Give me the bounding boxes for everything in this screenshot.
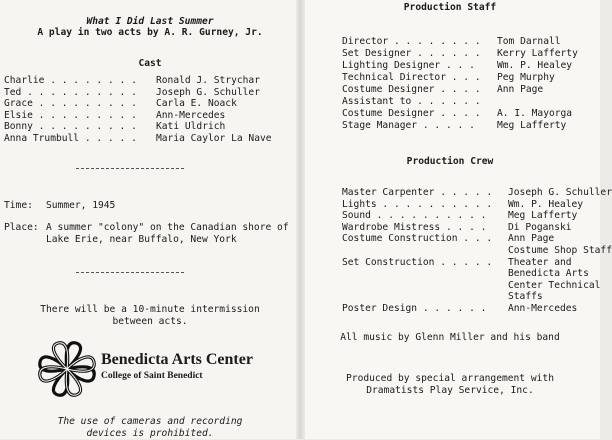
crew-row-value: Di Poganski (508, 221, 572, 233)
cast-heading: Cast (138, 58, 162, 69)
intermission-line-2: between acts. (112, 316, 188, 327)
right-page (300, 0, 612, 439)
staff-row-value: Wm. P. Healey (497, 60, 573, 71)
cast-row-role: Elsie . . . . . . . . . (4, 109, 143, 121)
staff-row-value: A. I. Mayorga (497, 108, 573, 119)
play-subtitle: A play in two acts by A. R. Gurney, Jr. (37, 27, 263, 38)
staff-row-role: Costume Designer . . . . (342, 84, 487, 95)
time-label: Time: (4, 200, 33, 211)
crew-row-value: Theater and (508, 256, 572, 268)
staff-row-value: Ann Page (497, 84, 544, 95)
intermission-line-1: There will be a 10-minute intermission (40, 304, 260, 315)
staff-heading: Production Staff (403, 2, 497, 13)
cast-row-value: Maria Caylor La Nave (156, 132, 272, 144)
staff-row-value: Meg Lafferty (497, 120, 567, 131)
staff-row-role: Stage Manager . . . . . (342, 120, 481, 131)
divider-2 (76, 272, 184, 273)
divider-1 (76, 168, 184, 169)
logo-subtitle: College of Saint Benedict (101, 371, 203, 381)
staff-row-value: Peg Murphy (497, 72, 555, 83)
cast-row-role: Ted . . . . . . . . . . (4, 86, 143, 98)
time-value: Summer, 1945 (46, 200, 116, 211)
crew-row-value: Meg Lafferty (508, 210, 578, 222)
play-title: What I Did Last Summer (86, 16, 214, 27)
staff-row-role: Lighting Designer . . . (342, 60, 481, 71)
staff-row-role: Technical Director . . . (342, 72, 487, 83)
place-line-1: A summer "colony" on the Canadian shore of (46, 222, 289, 233)
crew-row-value: Staffs (508, 291, 543, 303)
crew-row-role: Sound . . . . . . . . . . (342, 210, 493, 222)
cast-row-role: Anna Trumbull . . . . . (4, 132, 143, 144)
crew-row-value: Joseph G. Schuller (508, 187, 612, 198)
crew-row-role: Master Carpenter . . . . . (342, 187, 498, 198)
crew-row-value: Costume Shop Staff (508, 245, 612, 256)
staff-row-value: Kerry Lafferty (497, 48, 578, 59)
crew-row-value: Wm. P. Healey (508, 198, 584, 210)
cast-row-role: Grace . . . . . . . . . (4, 98, 143, 109)
logo-name: Benedicta Arts Center (101, 351, 253, 368)
staff-row-role: Assistant to . . . . . . (342, 96, 487, 107)
staff-row-role: Director . . . . . . . . (342, 36, 487, 47)
staff-row-role: Set Designer . . . . . . (342, 48, 487, 59)
crew-row-value: Ann Page (508, 233, 555, 245)
staff-row-value: Tom Darnall (497, 36, 561, 47)
crew-row-value: Ann-Mercedes (508, 303, 578, 314)
crew-heading: Production Crew (406, 156, 494, 167)
cast-row-value: Ronald J. Strychar (156, 75, 260, 86)
left-page (0, 0, 300, 439)
notice-line-1: The use of cameras and recording (57, 416, 243, 427)
cast-row-value: Joseph G. Schuller (156, 86, 260, 98)
cast-row-role: Charlie . . . . . . . . (4, 75, 143, 86)
notice-line-2: devices is prohibited. (86, 428, 214, 439)
place-label: Place: (4, 222, 39, 233)
place-line-2: Lake Erie, near Buffalo, New York (46, 234, 237, 245)
crew-row-role: Wardrobe Mistress . . . . (342, 221, 493, 233)
arrangement-line-2: Dramatists Play Service, Inc. (366, 385, 534, 396)
arrangement-line-1: Produced by special arrangement with (346, 373, 554, 384)
cast-row-value: Ann-Mercedes (156, 109, 226, 121)
celtic-knot-icon (36, 340, 98, 398)
crew-row-role: Lights . . . . . . . . . . (342, 198, 498, 210)
crew-row-role: Costume Construction . . . (342, 233, 498, 245)
page-fold (296, 0, 305, 439)
staff-row-role: Costume Designer . . . . (342, 108, 487, 119)
crew-row-value: Benedicta Arts (508, 268, 589, 280)
cast-row-value: Carla E. Noack (156, 98, 237, 109)
music-credit: All music by Glenn Miller and his band (340, 332, 560, 343)
crew-row-value: Center Technical (508, 279, 601, 291)
crew-row-role: Poster Design . . . . . . (342, 303, 493, 314)
cast-row-role: Bonny . . . . . . . . . (4, 121, 143, 132)
crew-row-role: Set Construction . . . . . (342, 256, 498, 268)
cast-row-value: Kati Uldrich (156, 121, 226, 132)
